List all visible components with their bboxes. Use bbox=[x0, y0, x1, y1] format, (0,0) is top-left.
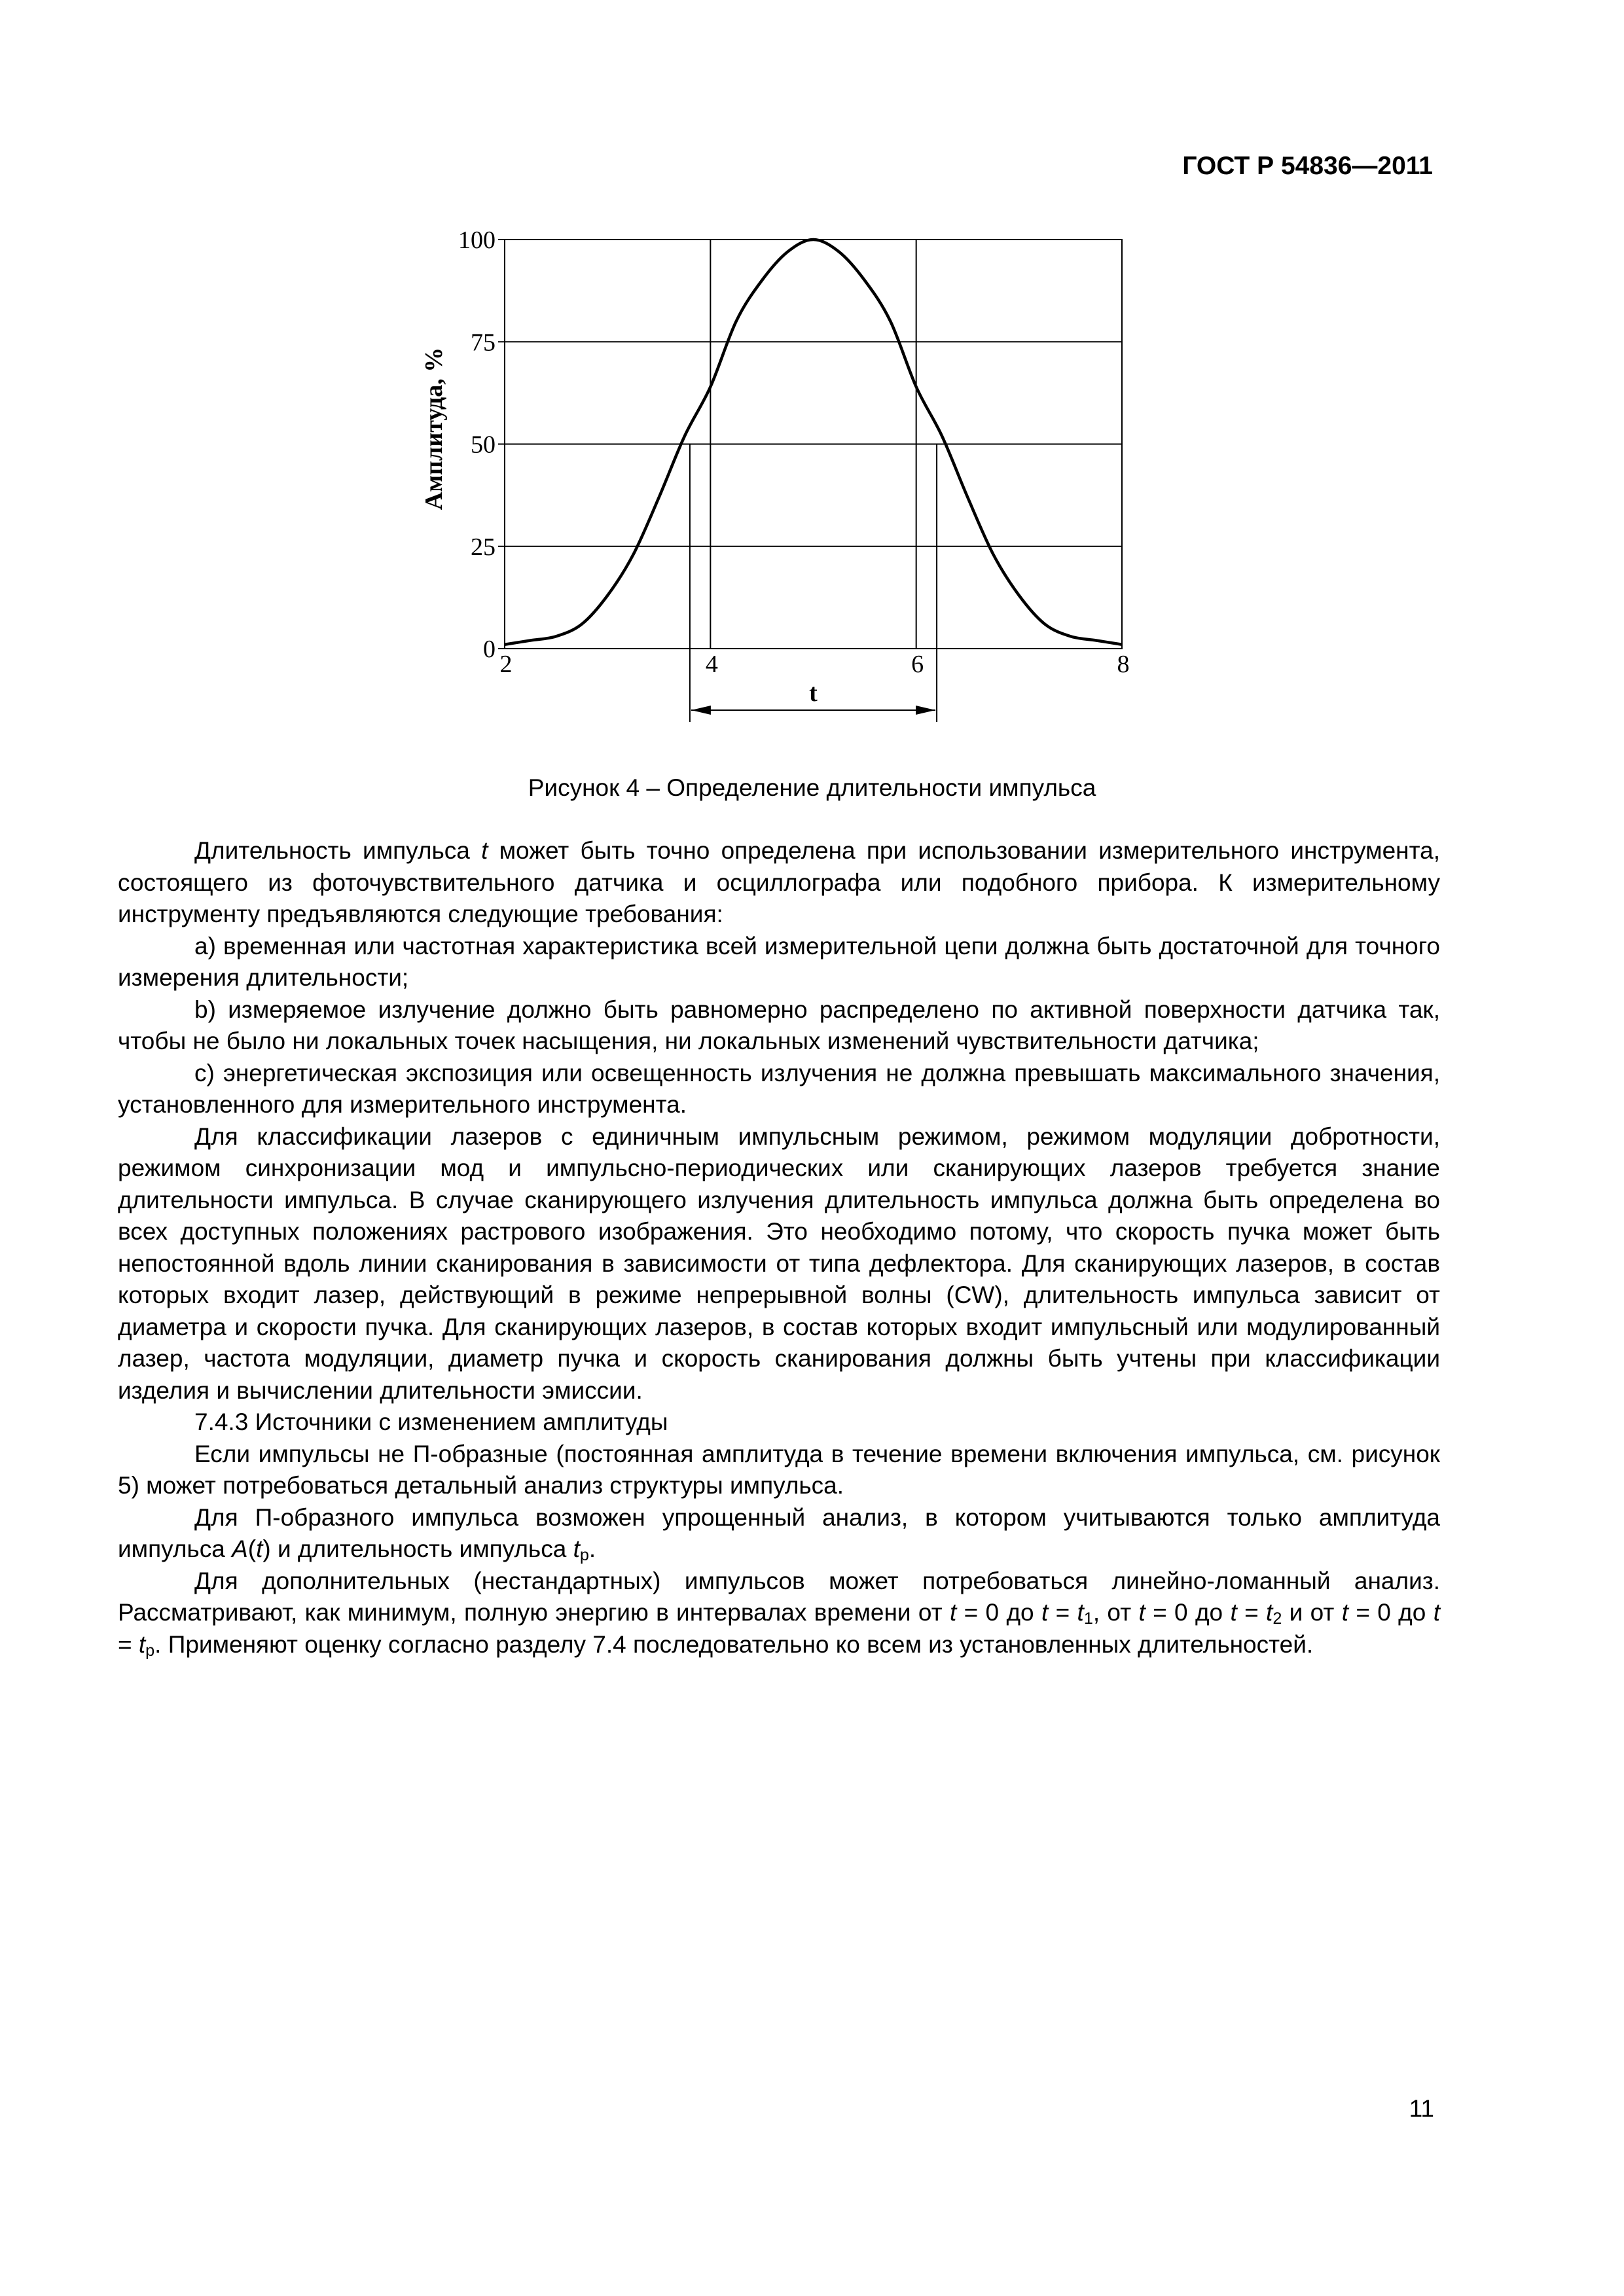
y-axis-label: Амплитуда, % bbox=[420, 347, 448, 511]
pulse-curve bbox=[505, 240, 1122, 645]
chart-ticks bbox=[458, 226, 1130, 678]
y-tick-label-100: 100 bbox=[458, 226, 496, 254]
paragraph-list-b: b) измеряемое излучение должно быть равномерно распределено по активной поверхности датчика так, чтобы не было ни локальных точек насыщения, ни локальных изменений чувствительности датчика; bbox=[118, 996, 1440, 1054]
y-tick-label-0: 0 bbox=[483, 636, 496, 663]
chart-series bbox=[505, 240, 1122, 645]
paragraph-list-c: c) энергетическая экспозиция или освещенность излучения не должна превышать максимального значения, установленного для измерительного инструмента. bbox=[118, 1059, 1440, 1118]
x-tick-label-4: 4 bbox=[705, 651, 718, 678]
pulse-chart bbox=[380, 226, 1178, 743]
document-code: ГОСТ Р 54836—2011 bbox=[1182, 152, 1433, 180]
paragraph-1: Длительность импульса t может быть точно определена при использовании измерительного инструмента, состоящего из фоточувствительного датчика и осциллографа или подобного прибора. К измерительному инструменту предъявляются следующие требования: bbox=[118, 837, 1440, 927]
paragraph-3: Если импульсы не П-образные (постоянная амплитуда в течение времени включения импульса, см. рисунок 5) может потребоваться детальный анализ структуры импульса. bbox=[118, 1440, 1440, 1499]
section-heading: 7.4.3 Источники с изменением амплитуды bbox=[194, 1408, 668, 1435]
x-tick-label-8: 8 bbox=[1117, 651, 1130, 678]
body-text bbox=[118, 835, 1440, 1660]
y-tick-label-50: 50 bbox=[471, 431, 496, 459]
width-arrow-head-right bbox=[916, 706, 935, 715]
paragraph-2: Для классификации лазеров с единичным импульсным режимом, режимом модуляции добротности, режимом синхронизации мод и импульсно-периодических или сканирующих лазеров требуется знание длительности импульса. В случае сканирующего излучения длительность импульса должна быть определена во всех доступных положениях растрового изображения. Это необходимо потому, что скорость пучка может быть непостоянной вдоль линии сканирования в зависимости от типа дефлектора. Для сканирующих лазеров, в состав которых входит лазер, действующий в режиме непрерывной волны (CW), длительность импульса зависит от диаметра и скорости пучка. Для сканирующих лазеров, в состав которых входит импульсный или модулированный лазер, частота модуляции, диаметр пучка и скорость сканирования должны быть учтены при классификации изделия и вычислении длительности эмиссии. bbox=[118, 1122, 1440, 1404]
page-number: 11 bbox=[1409, 2095, 1434, 2122]
x-tick-label-2: 2 bbox=[499, 651, 513, 678]
paragraph-list-a: a) временная или частотная характеристика всей измерительной цепи должна быть достаточной для точного измерения длительности; bbox=[118, 932, 1440, 991]
width-arrow-head-left bbox=[691, 706, 711, 715]
pulse-width-label: t bbox=[809, 679, 818, 707]
y-tick-label-25: 25 bbox=[471, 533, 496, 561]
paragraph-4: Для П-образного импульса возможен упрощенный анализ, в котором учитываются только амплитуда импульса A(t) и длительность импульса $t_p$. bbox=[118, 1503, 1440, 1565]
pulse-figure bbox=[380, 226, 1178, 743]
figure-caption: Рисунок 4 – Определение длительности импульса bbox=[528, 774, 1096, 801]
y-tick-label-75: 75 bbox=[471, 329, 496, 357]
x-tick-label-6: 6 bbox=[911, 651, 924, 678]
chart-grid bbox=[505, 240, 1122, 649]
paragraph-5: Для дополнительных (нестандартных) импульсов может потребоваться линейно-ломанный анализ. Рассматривают, как минимум, полную энергию в интервалах времени от t = 0 до $t = t_1$, от t = 0 до $t = t_2$ и от t = 0 до $t = t_p$. Применяют оценку согласно разделу 7.4 последовательно ко всем из установленных длительностей. bbox=[118, 1567, 1440, 1660]
